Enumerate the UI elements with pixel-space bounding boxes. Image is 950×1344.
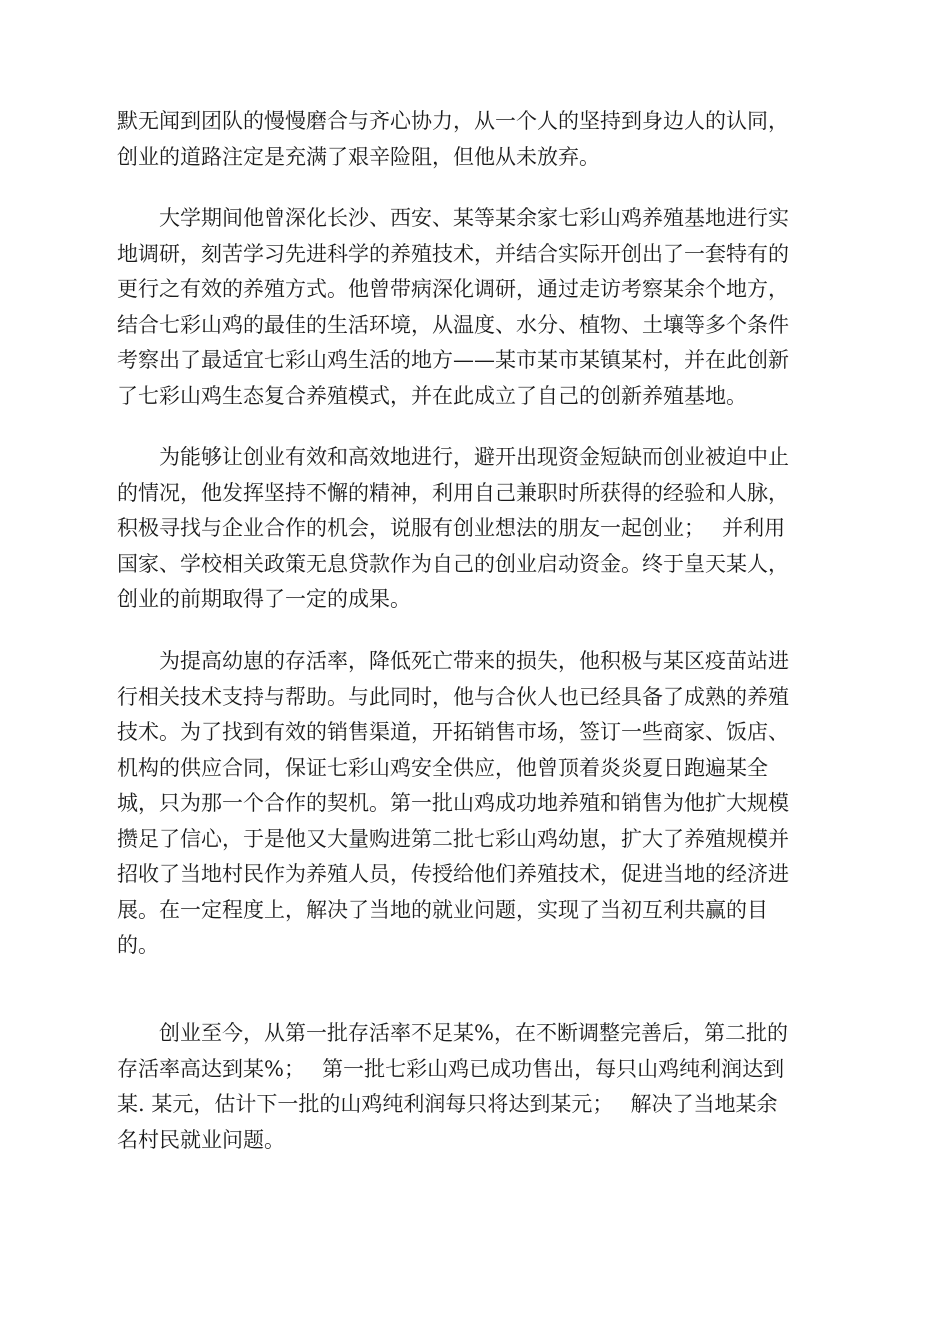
paragraph-line: 了七彩山鸡生态复合养殖模式，并在此成立了自己的创新养殖基地。: [117, 383, 747, 408]
paragraph-line: 创业至今，从第一批存活率不足某%，在不断调整完善后，第二批的: [159, 1021, 788, 1045]
paragraph-4: [117, 644, 837, 964]
paragraph-line: 创业的前期取得了一定的成果。: [117, 587, 411, 611]
paragraph-2: [117, 201, 837, 414]
paragraph-line: 技术。为了找到有效的销售渠道，开拓销售市场，签订一些商家、饭店、: [117, 720, 789, 744]
paragraph-line: 结合七彩山鸡的最佳的生活环境，从温度、水分、植物、土壤等多个条件: [117, 312, 789, 337]
paragraph-1: [117, 104, 837, 175]
paragraph-line: 某. 某元，估计下一批的山鸡纯利润每只将达到某元； 解决了当地某余: [117, 1092, 778, 1116]
paragraph-line: 更行之有效的养殖方式。他曾带病深化调研，通过走访考察某余个地方，: [117, 277, 789, 301]
paragraph-line: 为能够让创业有效和高效地进行，避开出现资金短缺而创业被迫中止: [159, 445, 789, 469]
paragraph-line: 默无闻到团队的慢慢磨合与齐心协力，从一个人的坚持到身边人的认同，: [117, 109, 789, 133]
paragraph-line: 存活率高达到某%； 第一批七彩山鸡已成功售出，每只山鸡纯利润达到: [117, 1056, 785, 1081]
paragraph-line: 机构的供应合同，保证七彩山鸡安全供应，他曾顶着炎炎夏日跑遍某全: [117, 755, 768, 780]
paragraph-5: [117, 1016, 837, 1158]
paragraph-line: 的。: [117, 933, 159, 957]
paragraph-line: 大学期间他曾深化长沙、西安、某等某余家七彩山鸡养殖基地进行实: [159, 206, 789, 230]
paragraph-line: 攒足了信心，于是他又大量购进第二批七彩山鸡幼崽，扩大了养殖规模并: [117, 826, 789, 851]
paragraph-3: [117, 440, 837, 618]
paragraph-line: 招收了当地村民作为养殖人员，传授给他们养殖技术，促进当地的经济进: [117, 862, 789, 886]
paragraph-line: 的情况，他发挥坚持不懈的精神，利用自己兼职时所获得的经验和人脉，: [117, 480, 789, 505]
paragraph-line: 创业的道路注定是充满了艰辛险阻，但他从未放弃。: [117, 144, 600, 169]
paragraph-line: 展。在一定程度上，解决了当地的就业问题，实现了当初互利共赢的目: [117, 897, 768, 922]
paragraph-line: 地调研，刻苦学习先进科学的养殖技术，并结合实际开创出了一套特有的: [117, 241, 789, 266]
paragraph-line: 名村民就业问题。: [117, 1127, 285, 1152]
paragraph-line: 城，只为那一个合作的契机。第一批山鸡成功地养殖和销售为他扩大规模: [117, 791, 789, 815]
paragraph-line: 为提高幼崽的存活率，降低死亡带来的损失，他积极与某区疫苗站进: [159, 649, 789, 673]
paragraph-line: 行相关技术支持与帮助。与此同时，他与合伙人也已经具备了成熟的养殖: [117, 684, 789, 709]
paragraph-line: 考察出了最适宜七彩山鸡生活的地方——某市某市某镇某村，并在此创新: [117, 348, 789, 372]
paragraph-line: 国家、学校相关政策无息贷款作为自己的创业启动资金。终于皇天某人，: [117, 551, 789, 576]
paragraph-line: 积极寻找与企业合作的机会，说服有创业想法的朋友一起创业； 并利用: [117, 516, 786, 540]
